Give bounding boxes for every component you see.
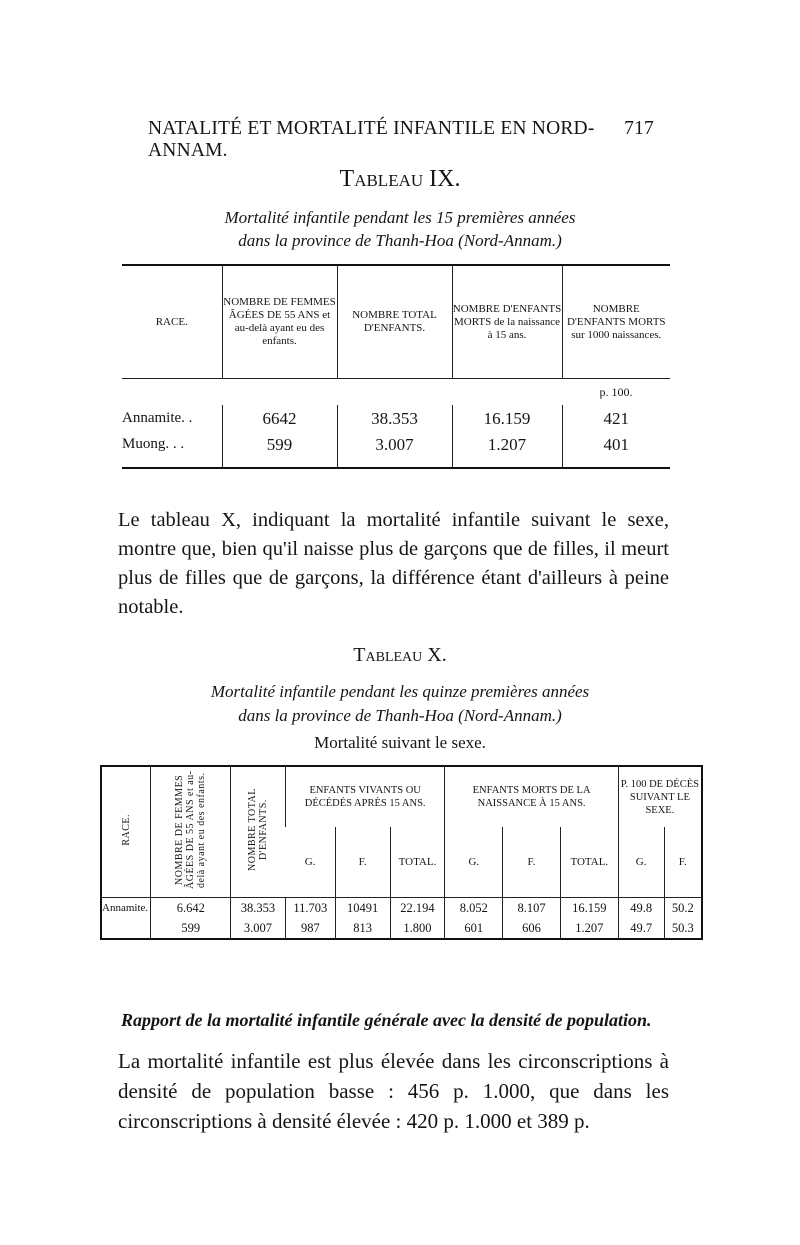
- t10-mor-f: 606: [503, 918, 561, 939]
- t9-header-morts: NOMBRE D'ENFANTS MORTS de la naissance à 15 ans.: [452, 265, 562, 379]
- page-number: 717: [624, 118, 654, 139]
- t10-total: 38.353: [231, 898, 286, 919]
- t10-p-g: 49.8: [618, 898, 664, 919]
- t10-mor-t: 16.159: [560, 898, 618, 919]
- t10-group-p100: P. 100 DE DÉCÈS SUIVANT LE SEXE.: [618, 766, 702, 827]
- t10-header-race: RACE.: [120, 814, 132, 846]
- t10-sub-f: F.: [664, 827, 702, 898]
- table-row: [101, 898, 702, 919]
- t9-header-race: RACE.: [155, 315, 188, 328]
- rapport-heading: Rapport de la mortalité infantile générale avec la densité de population.: [121, 1010, 652, 1030]
- t10-mor-g: 601: [445, 918, 503, 939]
- table-row: [122, 431, 670, 457]
- t10-viv-f: 10491: [335, 898, 390, 919]
- tableau9-title: Tableau IX.: [339, 166, 461, 192]
- t10-sub-total: TOTAL.: [390, 827, 445, 898]
- t10-femmes: 599: [151, 918, 231, 939]
- tableau10-caption-2: dans la province de Thanh-Hoa (Nord-Annam.): [238, 706, 562, 725]
- paragraph-1: [118, 506, 669, 622]
- t10-p-f: 50.2: [664, 898, 702, 919]
- tableau10-table: [100, 765, 703, 940]
- t9-total: 38.353: [337, 405, 452, 431]
- header-title: NATALITÉ ET MORTALITÉ INFANTILE EN NORD-ANNAM.: [148, 118, 595, 161]
- t10-total: 3.007: [231, 918, 286, 939]
- t9-morts: 1.207: [452, 431, 562, 457]
- t10-group-morts: ENFANTS MORTS DE LA NAISSANCE À 15 ANS.: [445, 766, 618, 827]
- t10-viv-f: 813: [335, 918, 390, 939]
- table-row: [122, 405, 670, 431]
- t10-mor-f: 8.107: [503, 898, 561, 919]
- tableau10-title: Tableau X.: [353, 644, 447, 666]
- t9-header-total: NOMBRE TOTAL D'ENFANTS.: [337, 265, 452, 379]
- t9-unit-note: p. 100.: [562, 379, 670, 406]
- t10-group-vivants: ENFANTS VIVANTS OU DÉCÉDÉS APRÈS 15 ANS.: [285, 766, 445, 827]
- tableau9-caption-1: Mortalité infantile pendant les 15 premières années: [224, 208, 576, 227]
- t10-sub-f: F.: [335, 827, 390, 898]
- t9-morts: 16.159: [452, 405, 562, 431]
- t10-viv-t: 22.194: [390, 898, 445, 919]
- t9-header-sur1000: NOMBRE D'ENFANTS MORTS sur 1000 naissances.: [562, 265, 670, 379]
- t10-p-f: 50.3: [664, 918, 702, 939]
- t10-race: [101, 918, 151, 939]
- t9-race: Muong. . .: [122, 435, 185, 452]
- t10-viv-g: 987: [285, 918, 335, 939]
- t10-sub-total: TOTAL.: [560, 827, 618, 898]
- t10-race: Annamite.: [101, 898, 151, 919]
- t9-femmes: 599: [222, 431, 337, 457]
- t10-header-femmes: NOMBRE DE FEMMES ÂGÉES DE 55 ANS et au-delà ayant eu des enfants.: [151, 766, 231, 898]
- paragraph-2: [118, 1046, 669, 1136]
- t10-sub-f: F.: [503, 827, 561, 898]
- t10-p-g: 49.7: [618, 918, 664, 939]
- t10-sub-g: G.: [445, 827, 503, 898]
- tableau10-caption-1: Mortalité infantile pendant les quinze premières années: [210, 682, 590, 701]
- tableau9-table: [122, 264, 670, 469]
- t10-viv-t: 1.800: [390, 918, 445, 939]
- table-row: [101, 918, 702, 939]
- running-header: [148, 118, 654, 162]
- t10-sub-g: G.: [304, 855, 316, 868]
- t10-mor-t: 1.207: [560, 918, 618, 939]
- t9-femmes: 6642: [222, 405, 337, 431]
- t10-viv-g: 11.703: [285, 898, 335, 919]
- paragraph-2-text: La mortalité infantile est plus élevée dans les circonscriptions à densité de population basse : 456 p. 1.000, que dans les circonscriptions à densité élevée : 420 p. 1.000 et 389 p.: [118, 1049, 669, 1133]
- t9-total: 3.007: [337, 431, 452, 457]
- t10-mor-g: 8.052: [445, 898, 503, 919]
- t9-header-femmes: NOMBRE DE FEMMES ÂGÉES DE 55 ANS et au-delà ayant eu des enfants.: [222, 265, 337, 379]
- t9-sur1000: 421: [562, 405, 670, 431]
- tableau9-caption-2: dans la province de Thanh-Hoa (Nord-Annam.): [238, 231, 562, 250]
- tableau10-caption-3: Mortalité suivant le sexe.: [314, 733, 486, 752]
- t10-header-total: NOMBRE TOTAL D'ENFANTS.: [231, 766, 286, 898]
- t9-race: Annamite. .: [122, 409, 193, 426]
- t10-femmes: 6.642: [151, 898, 231, 919]
- paragraph-1-text: Le tableau X, indiquant la mortalité infantile suivant le sexe, montre que, bien qu'il naisse plus de garçons que de filles, il meurt plus de filles que de garçons, la différence étant d'ailleurs à peine notable.: [118, 509, 669, 618]
- t10-sub-g: G.: [618, 827, 664, 898]
- t9-sur1000: 401: [562, 431, 670, 457]
